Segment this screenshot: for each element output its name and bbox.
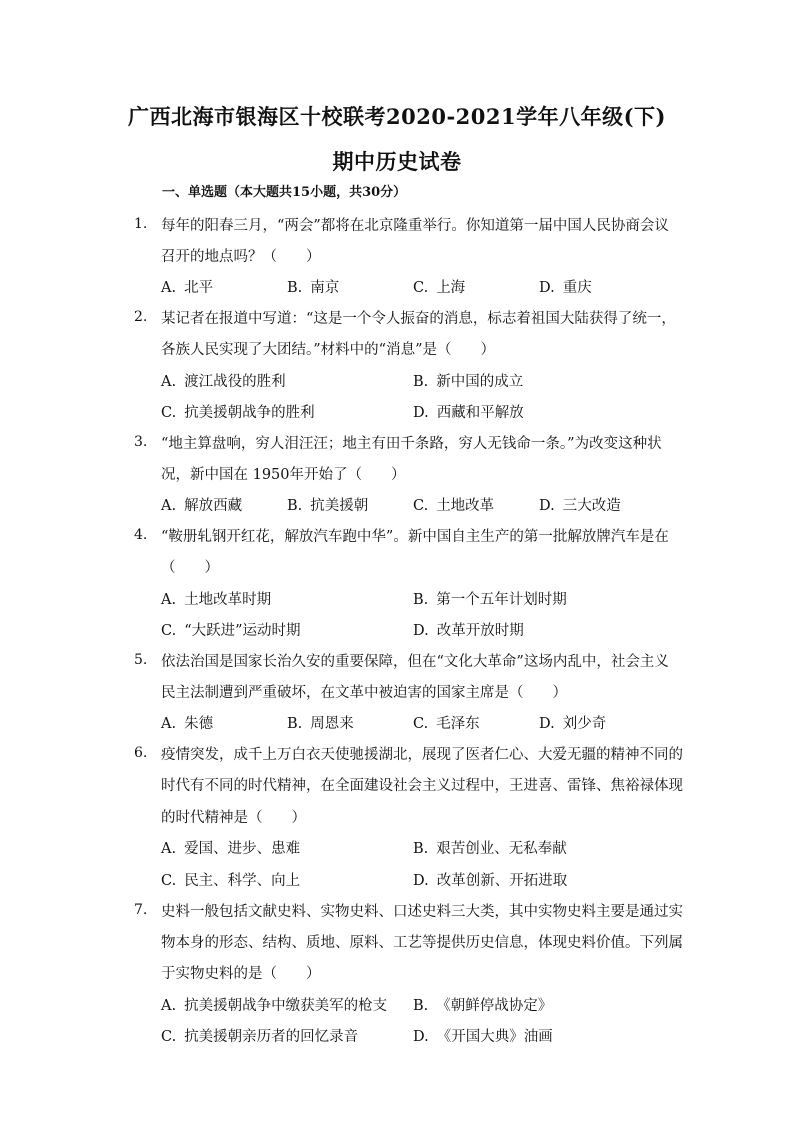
question-number: 2. — [134, 309, 148, 325]
question-number: 1. — [134, 216, 148, 232]
question-text-line: 疫情突发，成千上万白衣天使驰援湖北，展现了医者仁心、大爱无疆的精神不同的 — [161, 747, 683, 763]
option-c: C. 土地改革 — [413, 498, 495, 514]
option-c: C. 毛泽东 — [413, 716, 480, 732]
question-text-line: 物本身的形态、结构、质地、原料、工艺等提供历史信息，体现史料价值。下列属 — [161, 935, 683, 951]
exam-title-line1: 广西北海市银海区十校联考2020-2021学年八年级(下) — [128, 104, 666, 129]
section-heading: 一、单选题（本大题共15小题，共30分） — [162, 185, 407, 200]
option-c: C. 抗美援朝战争的胜利 — [161, 405, 315, 421]
option-a: A. 解放西藏 — [161, 498, 243, 514]
question-text-line: 况，新中国在 1950年开始了（ ） — [161, 467, 406, 483]
question-number: 6. — [134, 745, 148, 761]
exam-title-line2: 期中历史试卷 — [332, 149, 462, 174]
question-text-line: 民主法制遭到严重破坏，在文革中被迫害的国家主席是（ ） — [161, 685, 567, 701]
option-d: D. 三大改造 — [539, 498, 621, 514]
option-a: A. 爱国、进步、患难 — [161, 841, 301, 857]
option-b: B. 《朝鲜停战协定》 — [413, 998, 553, 1014]
option-a: A. 抗美援朝战争中缴获美军的枪支 — [161, 998, 388, 1014]
option-b: B. 南京 — [287, 280, 340, 296]
option-d: D. 刘少奇 — [539, 716, 607, 732]
question-text-line: “地主算盘响，穷人泪汪汪；地主有田千条路，穷人无钱命一条。”为改变这种状 — [161, 436, 662, 452]
option-b: B. 新中国的成立 — [413, 374, 524, 390]
option-d: D. 重庆 — [539, 280, 592, 296]
option-c: C. 上海 — [413, 280, 466, 296]
option-d: D. 西藏和平解放 — [413, 405, 524, 421]
option-c: C. 民主、科学、向上 — [161, 873, 301, 889]
question-text-line: “鞍册轧钢开红花，解放汽车跑中华”。新中国自主生产的第一批解放牌汽车是在 — [161, 529, 669, 545]
option-d: D. 《开国大典》油画 — [413, 1029, 553, 1045]
option-a: A. 北平 — [161, 280, 214, 296]
question-text-line: 的时代精神是（ ） — [161, 810, 306, 826]
option-c: C. “大跃进”运动时期 — [161, 623, 301, 639]
option-a: A. 朱德 — [161, 716, 214, 732]
question-text-line: （ ） — [161, 560, 219, 576]
question-text-line: 各族人民实现了大团结。”材料中的“消息”是（ ） — [161, 342, 495, 358]
option-c: C. 抗美援朝亲历者的回忆录音 — [161, 1029, 359, 1045]
option-d: D. 改革开放时期 — [413, 623, 524, 639]
question-text-line: 召开的地点吗？（ ） — [161, 249, 321, 265]
question-text-line: 每年的阳春三月，“两会”都将在北京隆重举行。你知道第一届中国人民协商会议 — [161, 218, 669, 234]
question-text-line: 某记者在报道中写道：“这是一个令人振奋的消息，标志着祖国大陆获得了统一， — [161, 311, 676, 327]
option-b: B. 第一个五年计划时期 — [413, 592, 567, 608]
option-a: A. 土地改革时期 — [161, 592, 272, 608]
question-number: 4. — [134, 527, 148, 543]
option-b: B. 周恩来 — [287, 716, 354, 732]
question-number: 3. — [134, 434, 148, 450]
question-number: 7. — [134, 902, 148, 918]
option-d: D. 改革创新、开拓进取 — [413, 873, 568, 889]
option-b: B. 抗美援朝 — [287, 498, 369, 514]
question-text-line: 史料一般包括文献史料、实物史料、口述史料三大类，其中实物史料主要是通过实 — [161, 904, 683, 920]
question-text-line: 于实物史料的是（ ） — [161, 966, 321, 982]
option-a: A. 渡江战役的胜利 — [161, 374, 286, 390]
question-text-line: 依法治国是国家长治久安的重要保障，但在“文化大革命”这场内乱中，社会主义 — [161, 654, 669, 670]
question-text-line: 时代有不同的时代精神，在全面建设社会主义过程中，王进喜、雷锋、焦裕禄体现 — [161, 778, 683, 794]
question-number: 5. — [134, 652, 148, 668]
option-b: B. 艰苦创业、无私奉献 — [413, 841, 567, 857]
